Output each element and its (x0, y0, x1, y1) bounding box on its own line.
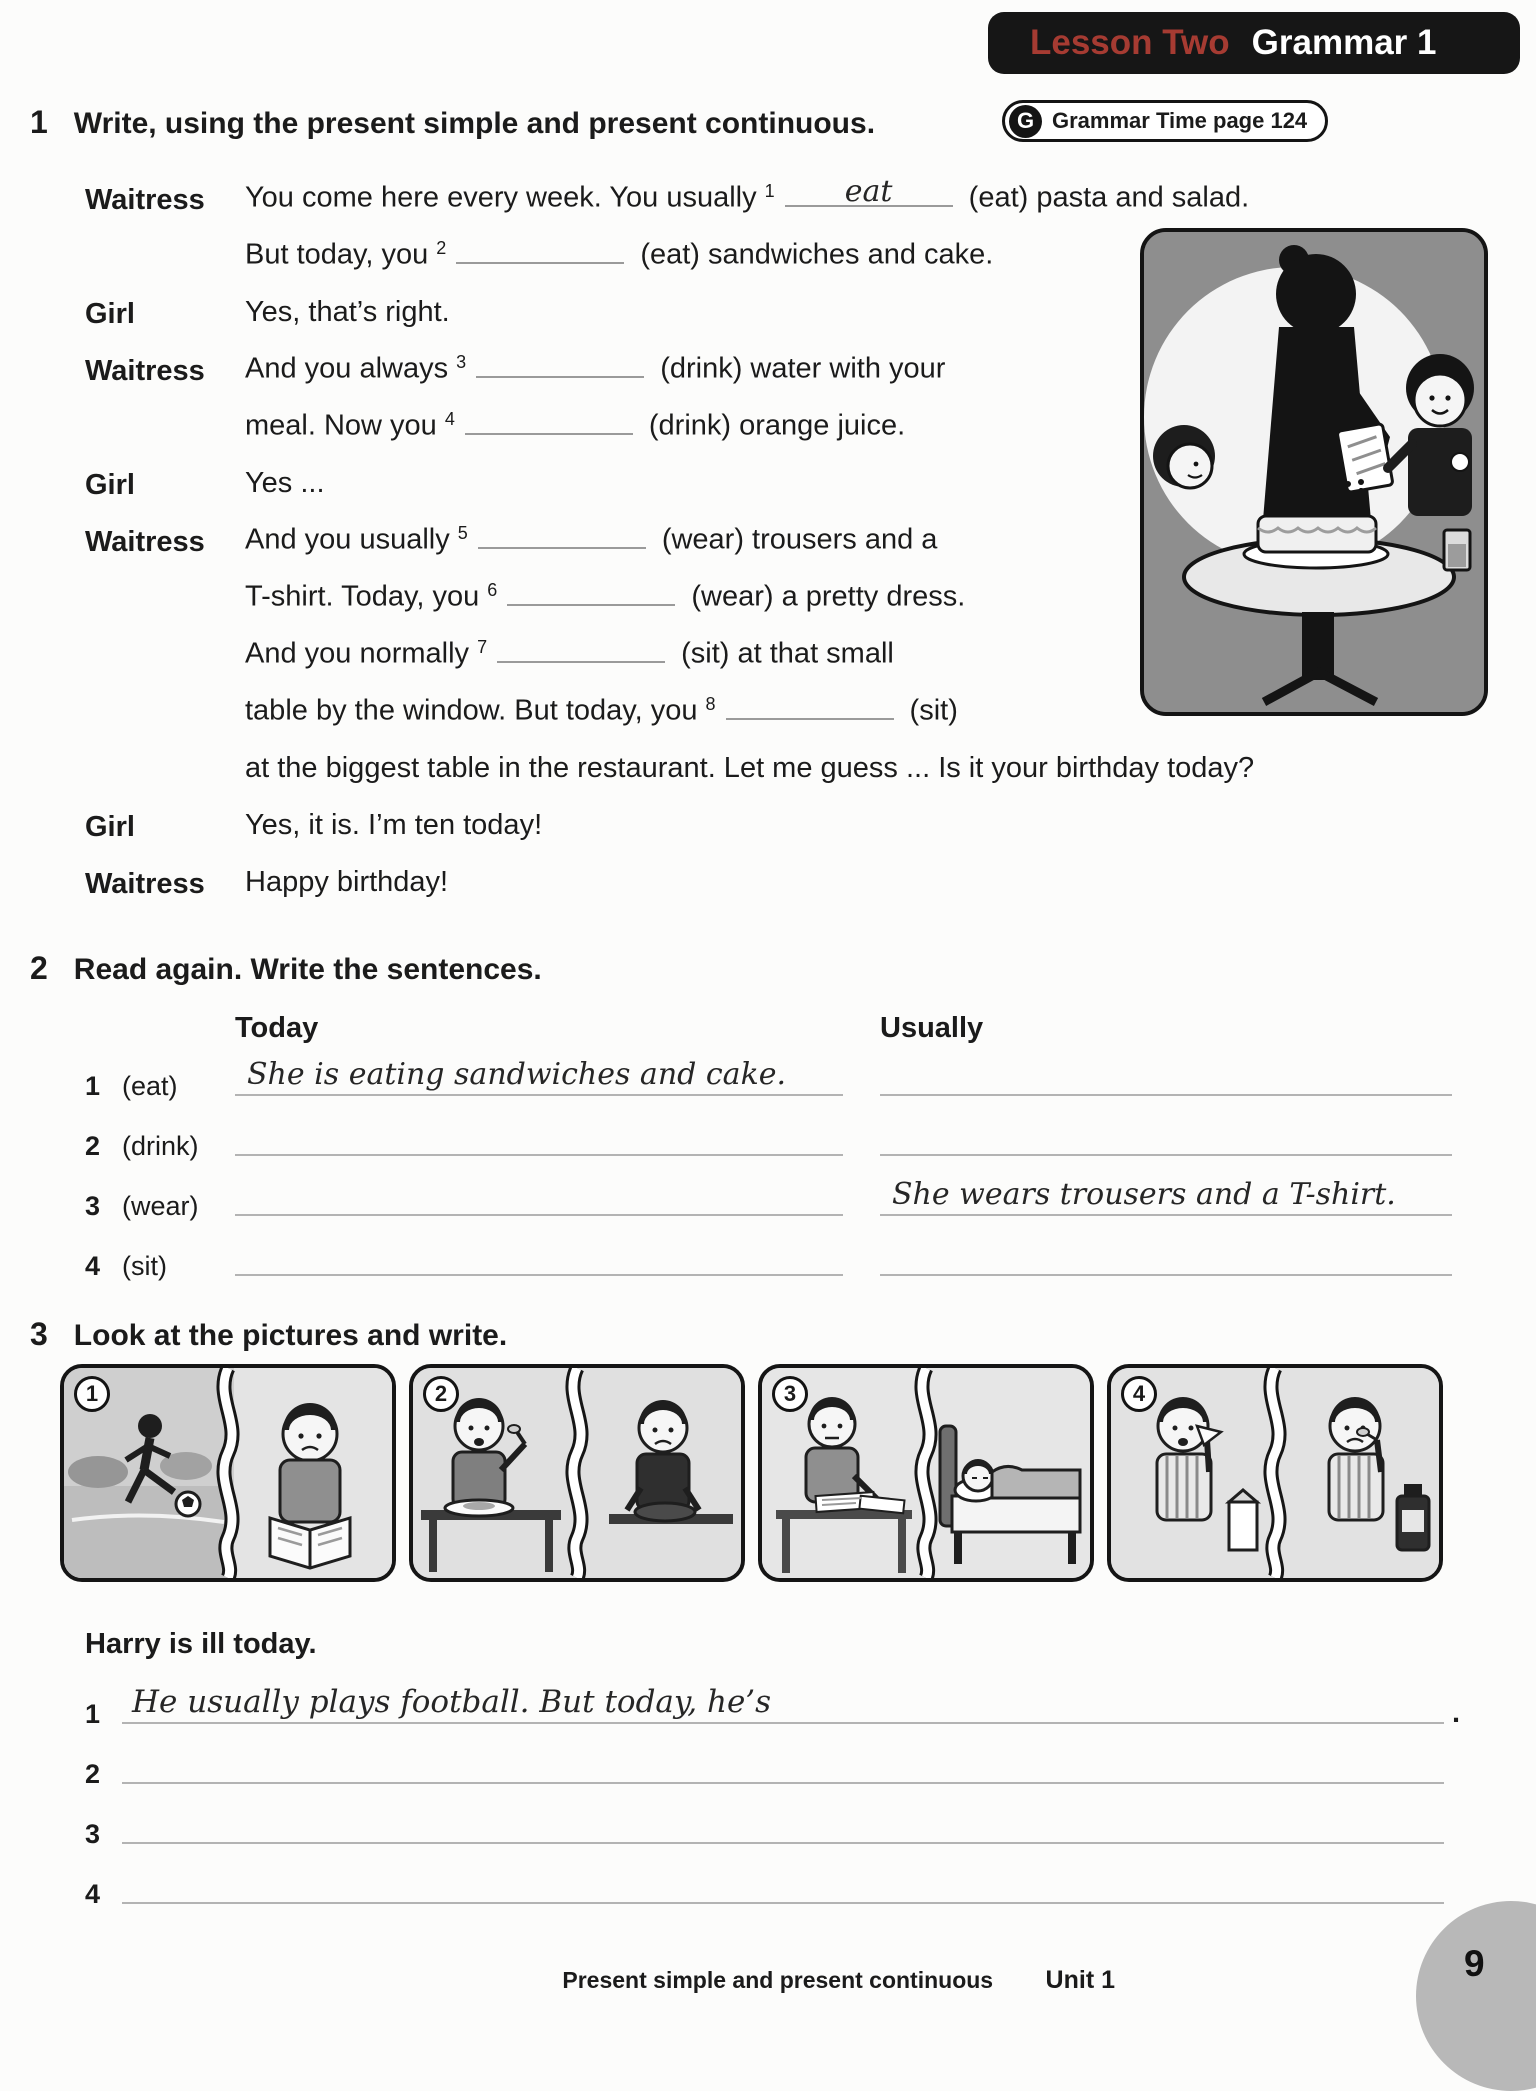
dialogue-phrase: (eat) sandwiches and cake. (632, 239, 994, 271)
homework-and-bed-scene (762, 1368, 1090, 1578)
dialogue-text (245, 636, 894, 673)
picture-panel-2 (409, 1364, 745, 1582)
dialogue-phrase: Happy birthday! (245, 866, 449, 898)
grammar-time-badge (1002, 100, 1328, 142)
column-header-today: Today (235, 1012, 319, 1044)
sentence-row (0, 1172, 1536, 1232)
answer-blank[interactable] (476, 351, 644, 378)
dialogue-text (245, 174, 1250, 217)
blank-number: 3 (456, 352, 467, 372)
row-number: 4 (85, 1251, 101, 1281)
dialogue-phrase: (eat) pasta and salad. (960, 182, 1250, 214)
row-verb: (sit) (122, 1251, 167, 1281)
exercise1-number: 1 (30, 104, 48, 140)
dialogue-speaker: Girl (85, 469, 135, 501)
exercise2-rows (0, 1052, 1536, 1292)
picture-3-number: 3 (772, 1376, 808, 1412)
row-number: 2 (85, 1131, 101, 1161)
exercise2-header (30, 950, 542, 987)
exercise2-number: 2 (30, 950, 48, 986)
row-verb: (wear) (122, 1191, 199, 1221)
answer-blank[interactable] (785, 174, 953, 209)
picture-1-number: 1 (74, 1376, 110, 1412)
exercise1-header (30, 104, 875, 141)
answer-blank[interactable] (726, 693, 894, 720)
line-number: 4 (85, 1879, 101, 1909)
grammar-time-label: Grammar Time page 124 (1052, 108, 1308, 133)
writing-line (0, 1798, 1536, 1858)
dialogue-line (30, 844, 1506, 901)
dialogue-speaker: Waitress (85, 184, 205, 216)
sandwich-and-medicine-scene (1111, 1368, 1439, 1578)
dialogue-text (245, 237, 993, 274)
lesson-banner (988, 12, 1520, 74)
restaurant-scene-drawing (1144, 232, 1484, 712)
lesson-banner-title: Lesson Two (1030, 23, 1230, 62)
exercise3-caption: Harry is ill today. (85, 1628, 317, 1660)
picture-2-number: 2 (423, 1376, 459, 1412)
handwritten-answer: She is eating sandwiches and cake. (247, 1057, 787, 1092)
writing-rule[interactable] (122, 1842, 1444, 1844)
column-header-usually: Usually (880, 1012, 984, 1044)
today-answer-line[interactable] (235, 1214, 843, 1216)
dialogue-phrase: (sit) at that small (673, 638, 894, 670)
dialogue-phrase: But today, you (245, 239, 429, 271)
page-number: 9 (1464, 1943, 1485, 1984)
answer-blank[interactable] (456, 237, 624, 264)
usually-answer-line[interactable] (880, 1274, 1452, 1276)
dialogue-speaker: Girl (85, 298, 135, 330)
handwritten-answer: She wears trousers and a T-shirt. (892, 1177, 1396, 1212)
row-number: 3 (85, 1191, 101, 1221)
picture-4-number: 4 (1121, 1376, 1157, 1412)
exercise3-writing-lines (0, 1678, 1536, 1918)
dialogue-speaker: Waitress (85, 868, 205, 900)
dialogue-speaker: Waitress (85, 526, 205, 558)
footer-topic-label: Present simple and present continuous (562, 1967, 994, 1993)
grammar-icon: G (1009, 105, 1042, 138)
row-number: 1 (85, 1071, 101, 1101)
usually-answer-line[interactable] (880, 1094, 1452, 1096)
dialogue-text (245, 351, 945, 388)
dialogue-line (30, 730, 1506, 787)
line-number: 1 (85, 1699, 101, 1729)
dialogue-text (245, 296, 450, 331)
handwritten-answer: eat (844, 174, 893, 209)
blank-number: 7 (477, 637, 488, 657)
dialogue-phrase: Yes ... (245, 467, 325, 499)
blank-number: 4 (444, 409, 455, 429)
picture-panel-1 (60, 1364, 396, 1582)
dialogue-text (245, 522, 937, 559)
dialogue-phrase: And you always (245, 353, 449, 385)
answer-blank[interactable] (465, 408, 633, 435)
line-number: 3 (85, 1819, 101, 1849)
dialogue-phrase: (sit) (901, 695, 958, 727)
dialogue-text (245, 752, 1254, 787)
writing-line (0, 1678, 1536, 1738)
blank-number: 6 (487, 580, 498, 600)
dialogue-phrase: table by the window. But today, you (245, 695, 698, 727)
exercise1-title: Write, using the present simple and present continuous. (73, 107, 876, 140)
exercise3-title: Look at the pictures and write. (73, 1319, 508, 1352)
dialogue-phrase: Yes, that’s right. (245, 296, 450, 328)
sentence-row (0, 1052, 1536, 1112)
dialogue-line (30, 787, 1506, 844)
dialogue-phrase: You come here every week. You usually (245, 182, 757, 214)
line-number: 2 (85, 1759, 101, 1789)
dialogue-phrase: (drink) water with your (652, 353, 946, 385)
dialogue-phrase: (wear) trousers and a (653, 524, 938, 556)
sentence-row (0, 1232, 1536, 1292)
today-answer-line[interactable] (235, 1057, 843, 1096)
eating-and-not-eating-scene (413, 1368, 741, 1578)
exercise2-title: Read again. Write the sentences. (73, 953, 542, 986)
picture-panel-4 (1107, 1364, 1443, 1582)
dialogue-text (245, 408, 905, 445)
restaurant-illustration (1140, 228, 1488, 716)
dialogue-text (245, 866, 448, 901)
answer-blank[interactable] (507, 579, 675, 606)
dialogue-text (245, 809, 542, 844)
writing-line (0, 1858, 1536, 1918)
exercise3-number: 3 (30, 1316, 48, 1352)
page-number-tab (1416, 1901, 1536, 2091)
writing-rule[interactable] (122, 1902, 1444, 1904)
picture-strip (60, 1364, 1443, 1582)
page-footer (0, 1966, 1115, 1995)
today-answer-line[interactable] (235, 1274, 843, 1276)
football-and-reading-scene (64, 1368, 392, 1578)
today-answer-line[interactable] (235, 1154, 843, 1156)
row-verb: (eat) (122, 1071, 178, 1101)
dialogue-phrase: And you normally (245, 638, 470, 670)
answer-blank[interactable] (478, 522, 646, 549)
dialogue-line (30, 160, 1506, 217)
sentence-row (0, 1112, 1536, 1172)
dialogue-phrase: at the biggest table in the restaurant. Let me guess ... Is it your birthday today? (245, 752, 1255, 784)
dialogue-phrase: Yes, it is. I’m ten today! (245, 809, 543, 841)
dialogue-phrase: (drink) orange juice. (640, 410, 906, 442)
blank-number: 2 (436, 238, 447, 258)
line-suffix: . (1452, 1697, 1461, 1729)
dialogue-text (245, 579, 965, 616)
usually-answer-line[interactable] (880, 1177, 1452, 1216)
dialogue-phrase: And you usually (245, 524, 450, 556)
dialogue-phrase: (wear) a pretty dress. (683, 581, 966, 613)
writing-line (0, 1738, 1536, 1798)
usually-answer-line[interactable] (880, 1154, 1452, 1156)
writing-rule[interactable] (122, 1684, 1444, 1724)
dialogue-speaker: Girl (85, 811, 135, 843)
footer-unit-label: Unit 1 (1045, 1966, 1115, 1994)
dialogue-speaker: Waitress (85, 355, 205, 387)
blank-number: 8 (705, 694, 716, 714)
dialogue-text (245, 467, 325, 502)
blank-number: 5 (457, 523, 468, 543)
answer-blank[interactable] (497, 636, 665, 663)
picture-panel-3 (758, 1364, 1094, 1582)
dialogue-text (245, 693, 958, 730)
dialogue-phrase: meal. Now you (245, 410, 437, 442)
blank-number: 1 (764, 181, 775, 201)
row-verb: (drink) (122, 1131, 199, 1161)
dialogue-phrase: T-shirt. Today, you (245, 581, 480, 613)
writing-rule[interactable] (122, 1782, 1444, 1784)
handwritten-answer: He usually plays football. But today, he’s (132, 1684, 772, 1720)
lesson-banner-topic: Grammar 1 (1251, 23, 1437, 62)
exercise3-header (30, 1316, 507, 1353)
